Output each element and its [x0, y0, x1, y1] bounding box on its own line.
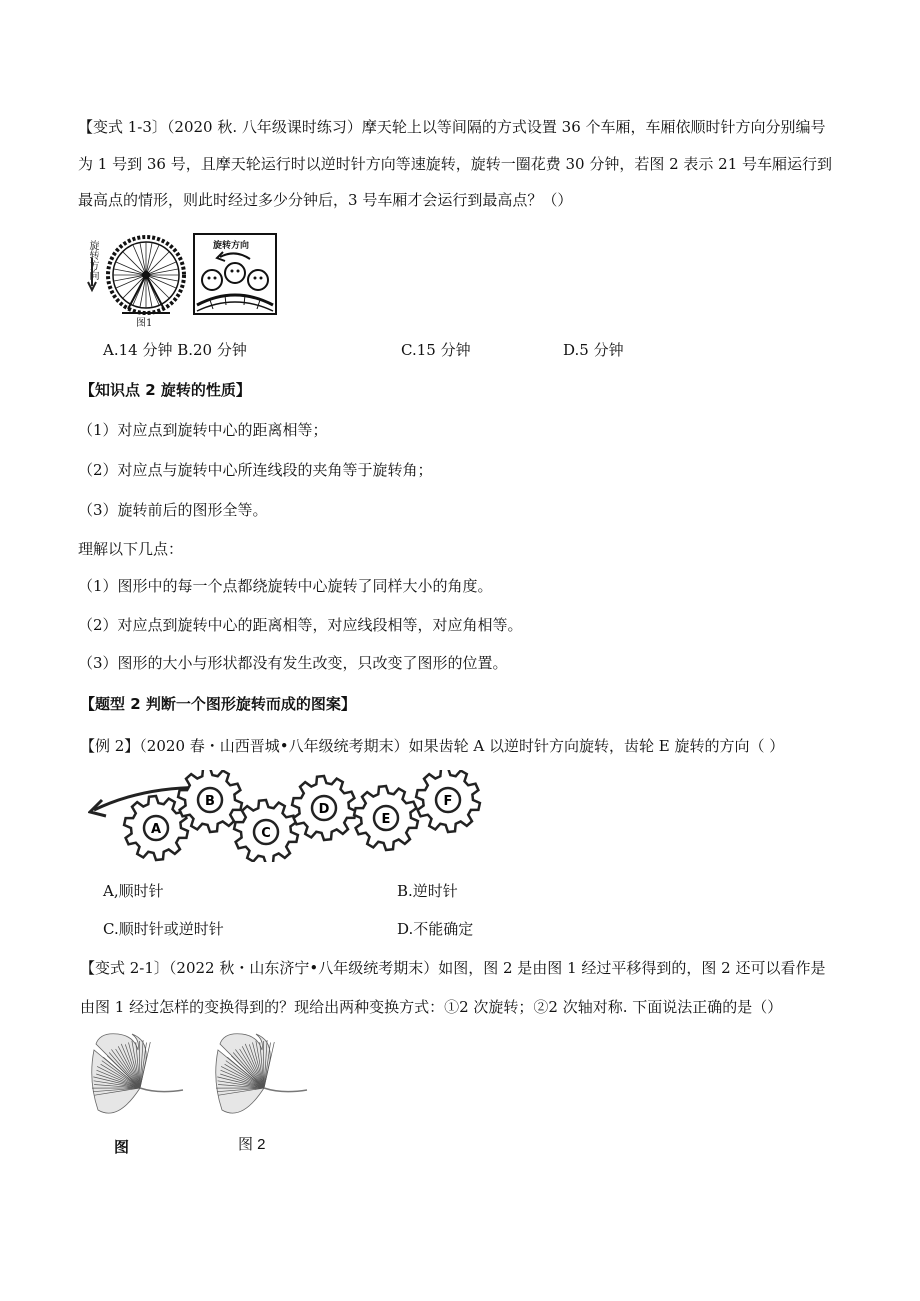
q13-line3: 最高点的情形，则此时经过多少分钟后，3 号车厢才会运行到最高点？（）	[78, 191, 573, 209]
type2-title: 【题型 2 判断一个图形旋转而成的图案】	[80, 695, 356, 713]
gears-figure	[88, 770, 493, 862]
gears-icon	[88, 770, 493, 862]
ginkgo-leaf-figure-1	[88, 1030, 184, 1118]
gear-a	[124, 796, 188, 860]
gear-label-f: F	[443, 794, 453, 809]
gear-label-c: C	[261, 826, 271, 841]
q13-option-d: D.5 分钟	[563, 341, 624, 359]
ginkgo-leaf-icon	[88, 1030, 184, 1118]
kp2-item-2: （2）对应点与旋转中心所连线段的夹角等于旋转角；	[78, 461, 433, 479]
ferris-wheel-icon	[84, 228, 189, 328]
q13-option-c: C.15 分钟	[401, 341, 471, 359]
ex2-stem: 【例 2】（2020 春・山西晋城•八年级统考期末）如果齿轮 A 以逆时针方向旋转，齿轮 E 旋转的方向（ ）	[80, 737, 785, 755]
gear-label-d: D	[318, 802, 330, 817]
kp2-item-3: （3）旋转前后的图形全等。	[78, 501, 268, 519]
ginkgo-leaf-figure-2	[212, 1030, 308, 1118]
ex2-option-c: C.顺时针或逆时针	[103, 920, 224, 938]
q13-line2: 为 1 号到 36 号，且摩天轮运行时以逆时针方向等速旋转，旋转一圈花费 30 分钟，若图 2 表示 21 号车厢运行到	[78, 155, 833, 173]
cars-figure	[193, 233, 277, 315]
gear-b	[178, 770, 242, 832]
fig2-caption-leaf: 图 2	[238, 1136, 266, 1153]
fig1-caption-leaf: 图	[114, 1139, 130, 1156]
rotation-direction-label: 旋转方向	[87, 240, 98, 280]
q21-line2: 由图 1 经过怎样的变换得到的？现给出两种变换方式：①2 次旋转；②2 次轴对称. 下面说法正确的是（）	[80, 998, 783, 1016]
cars-icon	[195, 235, 275, 313]
kp2-item-1: （1）对应点到旋转中心的距离相等；	[78, 421, 328, 439]
gear-label-e: E	[381, 812, 391, 827]
fig2-rotation-label: 旋转方向	[213, 241, 250, 251]
fig1-caption: 图1	[136, 318, 153, 329]
kp2-understand: 理解以下几点：	[78, 540, 184, 558]
gear-f	[416, 770, 480, 832]
ginkgo-leaf-icon	[212, 1030, 308, 1118]
ferris-wheel-figure	[84, 228, 189, 328]
gear-e	[354, 786, 418, 850]
q21-line1: 【变式 2-1〕（2022 秋・山东济宁•八年级统考期末）如图，图 2 是由图 1 经过平移得到的，图 2 还可以看作是	[80, 959, 826, 977]
gear-label-a: A	[150, 822, 162, 837]
ex2-option-b: B.逆时针	[397, 882, 458, 900]
q13-option-a-b: A.14 分钟 B.20 分钟	[103, 341, 247, 359]
kp2-point-1: （1）图形中的每一个点都绕旋转中心旋转了同样大小的角度。	[78, 577, 493, 595]
kp2-title: 【知识点 2 旋转的性质】	[80, 381, 251, 399]
ex2-option-d: D.不能确定	[397, 920, 474, 938]
gear-c	[234, 800, 298, 862]
gear-label-b: B	[205, 794, 215, 809]
kp2-point-2: （2）对应点到旋转中心的距离相等，对应线段相等，对应角相等。	[78, 616, 523, 634]
q13-line1: 【变式 1-3〕（2020 秋. 八年级课时练习）摩天轮上以等间隔的方式设置 36 个车厢，车厢依顺时针方向分别编号	[78, 118, 826, 136]
gear-d	[292, 776, 356, 840]
ex2-option-a: A,顺时针	[103, 882, 164, 900]
kp2-point-3: （3）图形的大小与形状都没有发生改变，只改变了图形的位置。	[78, 654, 508, 672]
